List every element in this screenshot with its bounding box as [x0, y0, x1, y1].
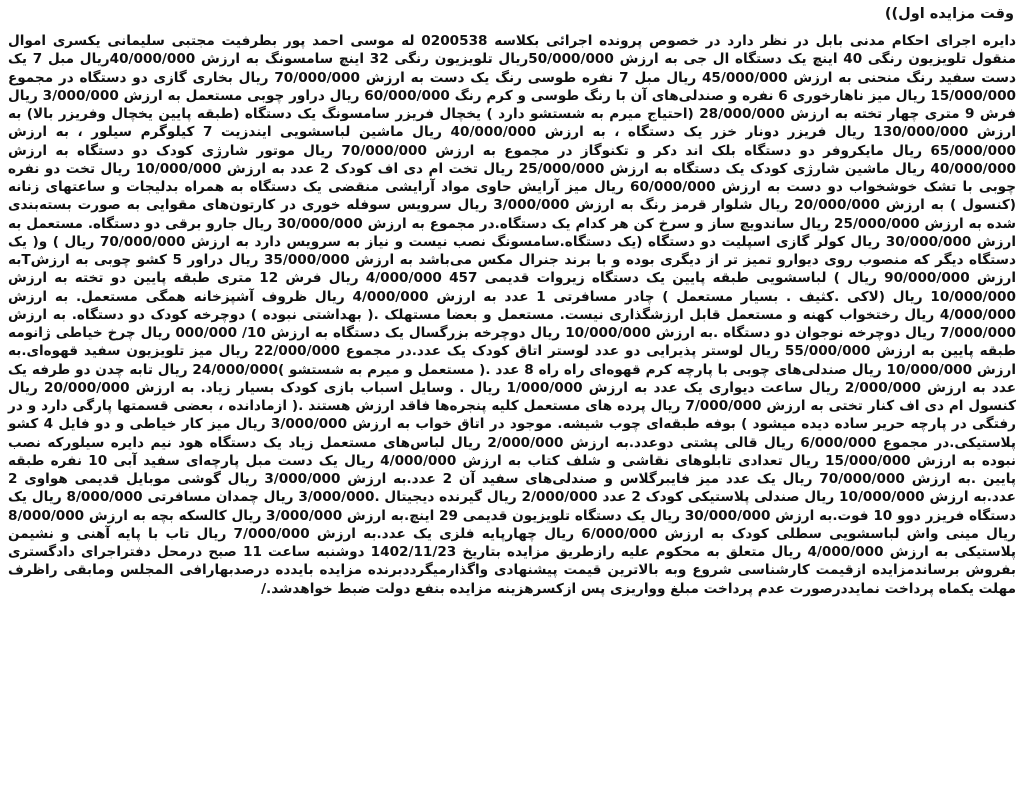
notice-title: وقت مزایده اول))	[884, 6, 1014, 22]
notice-body: دایره اجرای احکام مدنی بابل در نظر دارد در خصوص پرونده اجرائی بکلاسه 0200538 له موسی احمد پور بطرفیت مجتبی سلیمانی یکسری اموال منقول تلویزیون رنگی 40 اینچ یک دستگاه ال جی به ارزش 50/000/000ریال تلویزیون رنگی 32 اینچ سامسونگ به ارزش 40/000/000ریال مبل 7 یک دست سفید رنگ منحنی به ارزش 45/000/000 ریال مبل 7 نفره طوسی رنگ یک دست به ارزش 70/000/000 ریال بخاری گازی دو دستگاه در مجموع 15/000/000 ریال میز ناهارخوری 6 نفره و صندلی‌های آن با رنگ طوسی و کرم رنگ 60/000/000 ریال دراور چوبی مستعمل به ارزش 3/000/000 ریال فرش 9 متری چهار تخته به ارزش 28/000/000 (احتیاج میرم به شستشو دارد ) یخچال فریزر سامسونگ یک دستگاه (طبقه پایین یخچال وفریزر بالا) به ارزش 130/000/000 ریال فریزر دونار خزر یک دستگاه ، به ارزش 40/000/000 ریال ماشین لباسشویی ایندزیت 7 کیلوگرم سیلور ، به ارزش 65/000/000 ریال مایکروفر دو دستگاه بلک اند دکر و تکنوگاز در مجموع به ارزش 70/000/000 ریال موتور شارژی کودک دو دستگاه به ارزش 40/000/000 ریال ماشین شارژی کودک یک دستگاه به ارزش 25/000/000 ریال تخت ام دی اف کودک 2 عدد به ارزش 10/000/000 ریال تخت دو نفره چوبی با تشک خوشخواب دو دست به ارزش 60/000/000 ریال میز آرایش حاوی مواد آرایشی منقضی یک دستگاه به همراه بدلیجات و ساعتهای زنانه (کنسول ) به ارزش 20/000/000 ریال شلوار قرمز رنگ به ارزش 3/000/000 ریال سرویس سوفله خوری در کارتون‌های مقوایی به صورت بسته‌بندی شده به ارزش 25/000/000 ریال ساندویچ ساز و سرخ کن هر کدام یک دستگاه.در مجموع به ارزش 30/000/000 ریال جارو برقی دو دستگاه. مستعمل به ارزش 30/000/000 ریال کولر گازی اسپلیت دو دستگاه (یک دستگاه.سامسونگ نصب نیست و نیاز به سرویس دارد به ارزش 70/000/000 ریال ) و( یک دستگاه دیگر که منصوب روی دیوارو تمیز تر از دیگری بوده و با برند جنرال مکس می‌باشد به ارزش 35/000/000 ریال دراور 5 کشو چوبی به ارزشTبه ارزش 90/000/000 ریال ) لباسشویی طبقه پایین یک دستگاه زیروات قدیمی 457 4/000/000 ریال فرش 12 متری طبقه پایین دو تخته به ارزش 10/000/000 ریال (لاکی .کثیف . بسیار مستعمل ) چادر مسافرتی 1 عدد به ارزش 4/000/000 ریال ظروف آشپزخانه همگی مستعمل. به ارزش 4/000/000 ریال رختخواب کهنه و مستعمل قابل ارزشگذاری نیست. مستعمل و بعضا مستهلک .( بهداشتی نبوده ) دوچرخه کودک دو دستگاه. به ارزش 7/000/000 ریال دوچرخه نوجوان دو دستگاه .به ارزش 10/000/000 ریال دوچرخه بزرگسال یک دستگاه به ارزش 10/ 000/000 ریال چرخ خیاطی ژانومه طبقه پایین به ارزش 55/000/000 ریال لوستر پذیرایی دو عدد لوستر اتاق کودک یک عدد.در مجموع 22/000/000 ریال میز تلویزیون سفید قهوه‌ای.به ارزش 10/000/000 ریال صندلی‌های چوبی با پارچه کرم قهوه‌ای راه راه 8 عدد .( مستعمل و میرم به شستشو )24/000/000 ریال تابه چدن دو طرفه یک عدد به ارزش 2/000/000 ریال ساعت دیواری یک عدد به ارزش 1/000/000 ریال . وسایل اسباب بازی کودک بسیار زیاد. به ارزش 20/000/000 ریال کنسول ام دی اف کنار تختی به ارزش 7/000/000 ریال پرده های مستعمل کلیه پنجره‌ها فاقد ارزش هستند .( ازمادانده ، بعضی قسمتها پارگی دارد و در رفتگی در پارچه حریر ساده دیده میشود ) بوفه طبقه‌ای چوب شیشه. موجود در اتاق خواب به ارزش 3/000/000 ریال میز کار خیاطی و دو فایل 4 کشو پلاستیکی.در مجموع 6/000/000 ریال قالی پشتی دوعدد.به ارزش 2/000/000 ریال لباس‌های مستعمل زیاد یک دستگاه هود نیم دایره سیلورکه نصب نبوده به ارزش 15/000/000 ریال تعدادی تابلوهای نقاشی و شلف کتاب به ارزش 4/000/000 ریال یک دست مبل پارچه‌ای سفید آبی 10 نفره طبقه پایین .به ارزش 70/000/000 ریال یک عدد میز فایبرگلاس و صندلی‌های سفید آن 2 عدد.به ارزش 3/000/000 ریال گوشی موبایل قدیمی هواوی 2 عدد.به ارزش 10/000/000 ریال صندلی پلاستیکی کودک 2 عدد 2/000/000 ریال گیرنده دیجیتال .3/000/000 ریال چمدان مسافرتی 8/000/000 ریال یک دستگاه فریزر دوو 10 فوت.به ارزش 30/000/000 ریال یک دستگاه تلویزیون قدیمی 29 اینچ.به ارزش 3/000/000 ریال کالسکه بچه به ارزش 8/000/000 ریال مینی واش لباسشویی سطلی کودک به ارزش 6/000/000 ریال چهارپایه فلزی یک عدد.به ارزش 7/000/000 ریال تاب با پایه آهنی و نشیمن پلاستیکی به ارزش 4/000/000 ریال متعلق به محکوم علیه رازطریق مزایده بتاریخ 1402/11/23 دوشنبه ساعت 11 صبح درمحل دفتراجرای دادگستری بفروش برساندمزایده ازقیمت کارشناسی شروع وبه بالاترین قیمت پیشنهادی واگذارمیگرددبرنده مزایده بایدده درصدبهارافی المجلس ومابقی راظرف مهلت یکماه پرداخت نمایددرصورت عدم پرداخت مبلغ وواریزی پس ازکسرهزینه مزایده بنفع دولت ضبط خواهدشد./	[7, 33, 1017, 597]
